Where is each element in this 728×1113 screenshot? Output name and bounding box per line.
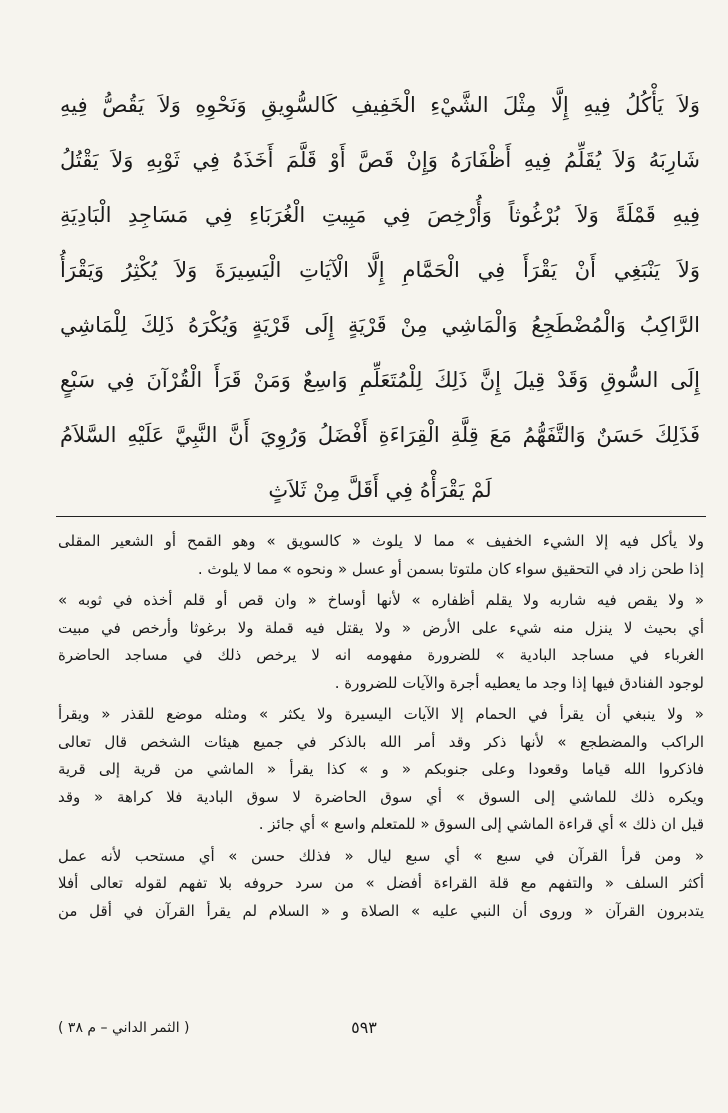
commentary-line: « ومن قرأ القرآن في سبع » أي سبع ليال « فذلك حسن » أي مستحب لأنه عمل: [58, 846, 704, 865]
section-divider: [56, 516, 706, 517]
main-text-line: إِلَى السُّوقِ وَقَدْ قِيلَ إِنَّ ذَلِكَ لِلْمُتَعَلِّمِ وَاسِعٌ وَمَنْ قَرَأَ الْقُرْآنَ فِي سَبْعٍ: [60, 368, 700, 392]
commentary-line: أي بحيث لا ينزل منه شيء على الأرض « ولا يقتل فيه قملة ولا برغوثا وأرخص في مبيت: [58, 618, 704, 637]
main-text-line: فَذَلِكَ حَسَنٌ وَالتَّفَهُّمُ مَعَ قِلَّةِ الْقِرَاءَةِ أَفْضَلُ وَرُوِيَ أَنَّ النَّبِيَّ عَلَيْهِ السَّلاَمُ: [60, 423, 700, 447]
commentary-line: إذا طحن زاد في التحقيق سواء كان ملتوتا بسمن أو عسل « ونحوه » مما لا يلوث .: [197, 559, 704, 578]
footer-source-label: ( الثمر الداني – م ٣٨ ): [58, 1020, 190, 1036]
commentary-line: فاذكروا الله قياما وقعودا وعلى جنوبكم « و » كذا يقرأ « الماشي من قرية إلى قرية: [58, 760, 704, 778]
commentary-line: ويكره ذلك للماشي إلى السوق » أي سوق الحاضرة لا سوق البادية فلا كراهة « وقد: [58, 787, 704, 806]
commentary-line: الراكب والمضطجع » لأنها ذكر وقد أمر الله بالذكر في جميع هيئات الشخص قال تعالى: [58, 732, 704, 751]
commentary-line: قيل ان ذلك » أي قراءة الماشي إلى السوق « للمتعلم واسع » أي جائز .: [258, 815, 704, 833]
main-text-line: وَلاَ يَنْبَغِي أَنْ يَقْرَأَ فِي الْحَمَّامِ إِلَّا الْآيَاتِ الْيَسِيرَةَ وَلاَ يُكْثِرُ وَيَقْرَأُ: [60, 258, 700, 282]
commentary-line: « ولا يقص فيه شاربه ولا يقلم أظفاره » لأنها أوساخ « وان قص أو قلم أخذه في ثوبه »: [58, 591, 704, 609]
main-text-line: الرَّاكِبُ وَالْمُضْطَجِعُ وَالْمَاشِي مِنْ قَرْيَةٍ إِلَى قَرْيَةٍ وَيُكْرَهُ ذَلِكَ لِلْمَاشِي: [60, 313, 700, 337]
commentary-line: الغرباء في مساجد البادية » للضرورة مفهومه انه لا يرخص ذلك في مساجد الحاضرة: [58, 646, 704, 664]
commentary-line: يتدبرون القرآن « وروى أن النبي عليه » الصلاة و « السلام لم يقرأ القرآن في أقل من: [58, 901, 704, 920]
main-text-line: شَارِبَهُ وَلاَ يُقَلِّمُ فِيهِ أَظْفَارَهُ وَإِنْ قَصَّ أَوْ قَلَّمَ أَخَذَهُ فِي ثَوْبِهِ وَلاَ يَقْتُلُ: [60, 148, 700, 172]
main-text-line: وَلاَ يَأْكُلُ فِيهِ إِلَّا مِثْلَ الشَّيْءِ الْخَفِيفِ كَالسُّوِيقِ وَنَحْوِهِ وَلاَ يَقُصُّ فِيهِ: [60, 93, 701, 117]
page-number: ٥٩٣: [351, 1018, 377, 1037]
commentary-line: « ولا ينبغي أن يقرأ في الحمام إلا الآيات اليسيرة ولا يكثر » ومثله موضع للقذر « ويقرأ: [58, 705, 704, 723]
main-text-line: فِيهِ قَمْلَةً وَلاَ بُرْغُوثاً وَأُرْخِصَ فِي مَبِيتِ الْغُرَبَاءِ فِي مَسَاجِدِ الْبَادِيَةِ: [60, 203, 700, 227]
commentary-line: أكثر السلف « والتفهم مع قلة القراءة أفضل » من سرد حروفه بلا تفهم لقوله تعالى أفلا: [58, 874, 704, 892]
commentary-line: لوجود الفنادق فيها إذا وجد ما يعطيه أجرة والآيات للضرورة .: [334, 673, 704, 692]
main-text-line: لَمْ يَقْرَأْهُ فِي أَقَلَّ مِنْ ثَلاَثٍ: [268, 478, 492, 502]
commentary-block: [58, 528, 704, 925]
commentary-line: ولا يأكل فيه إلا الشيء الخفيف » مما لا يلوث « كالسويق » وهو القمح أو الشعير المقلى: [58, 532, 704, 550]
main-text-block: [60, 78, 700, 518]
